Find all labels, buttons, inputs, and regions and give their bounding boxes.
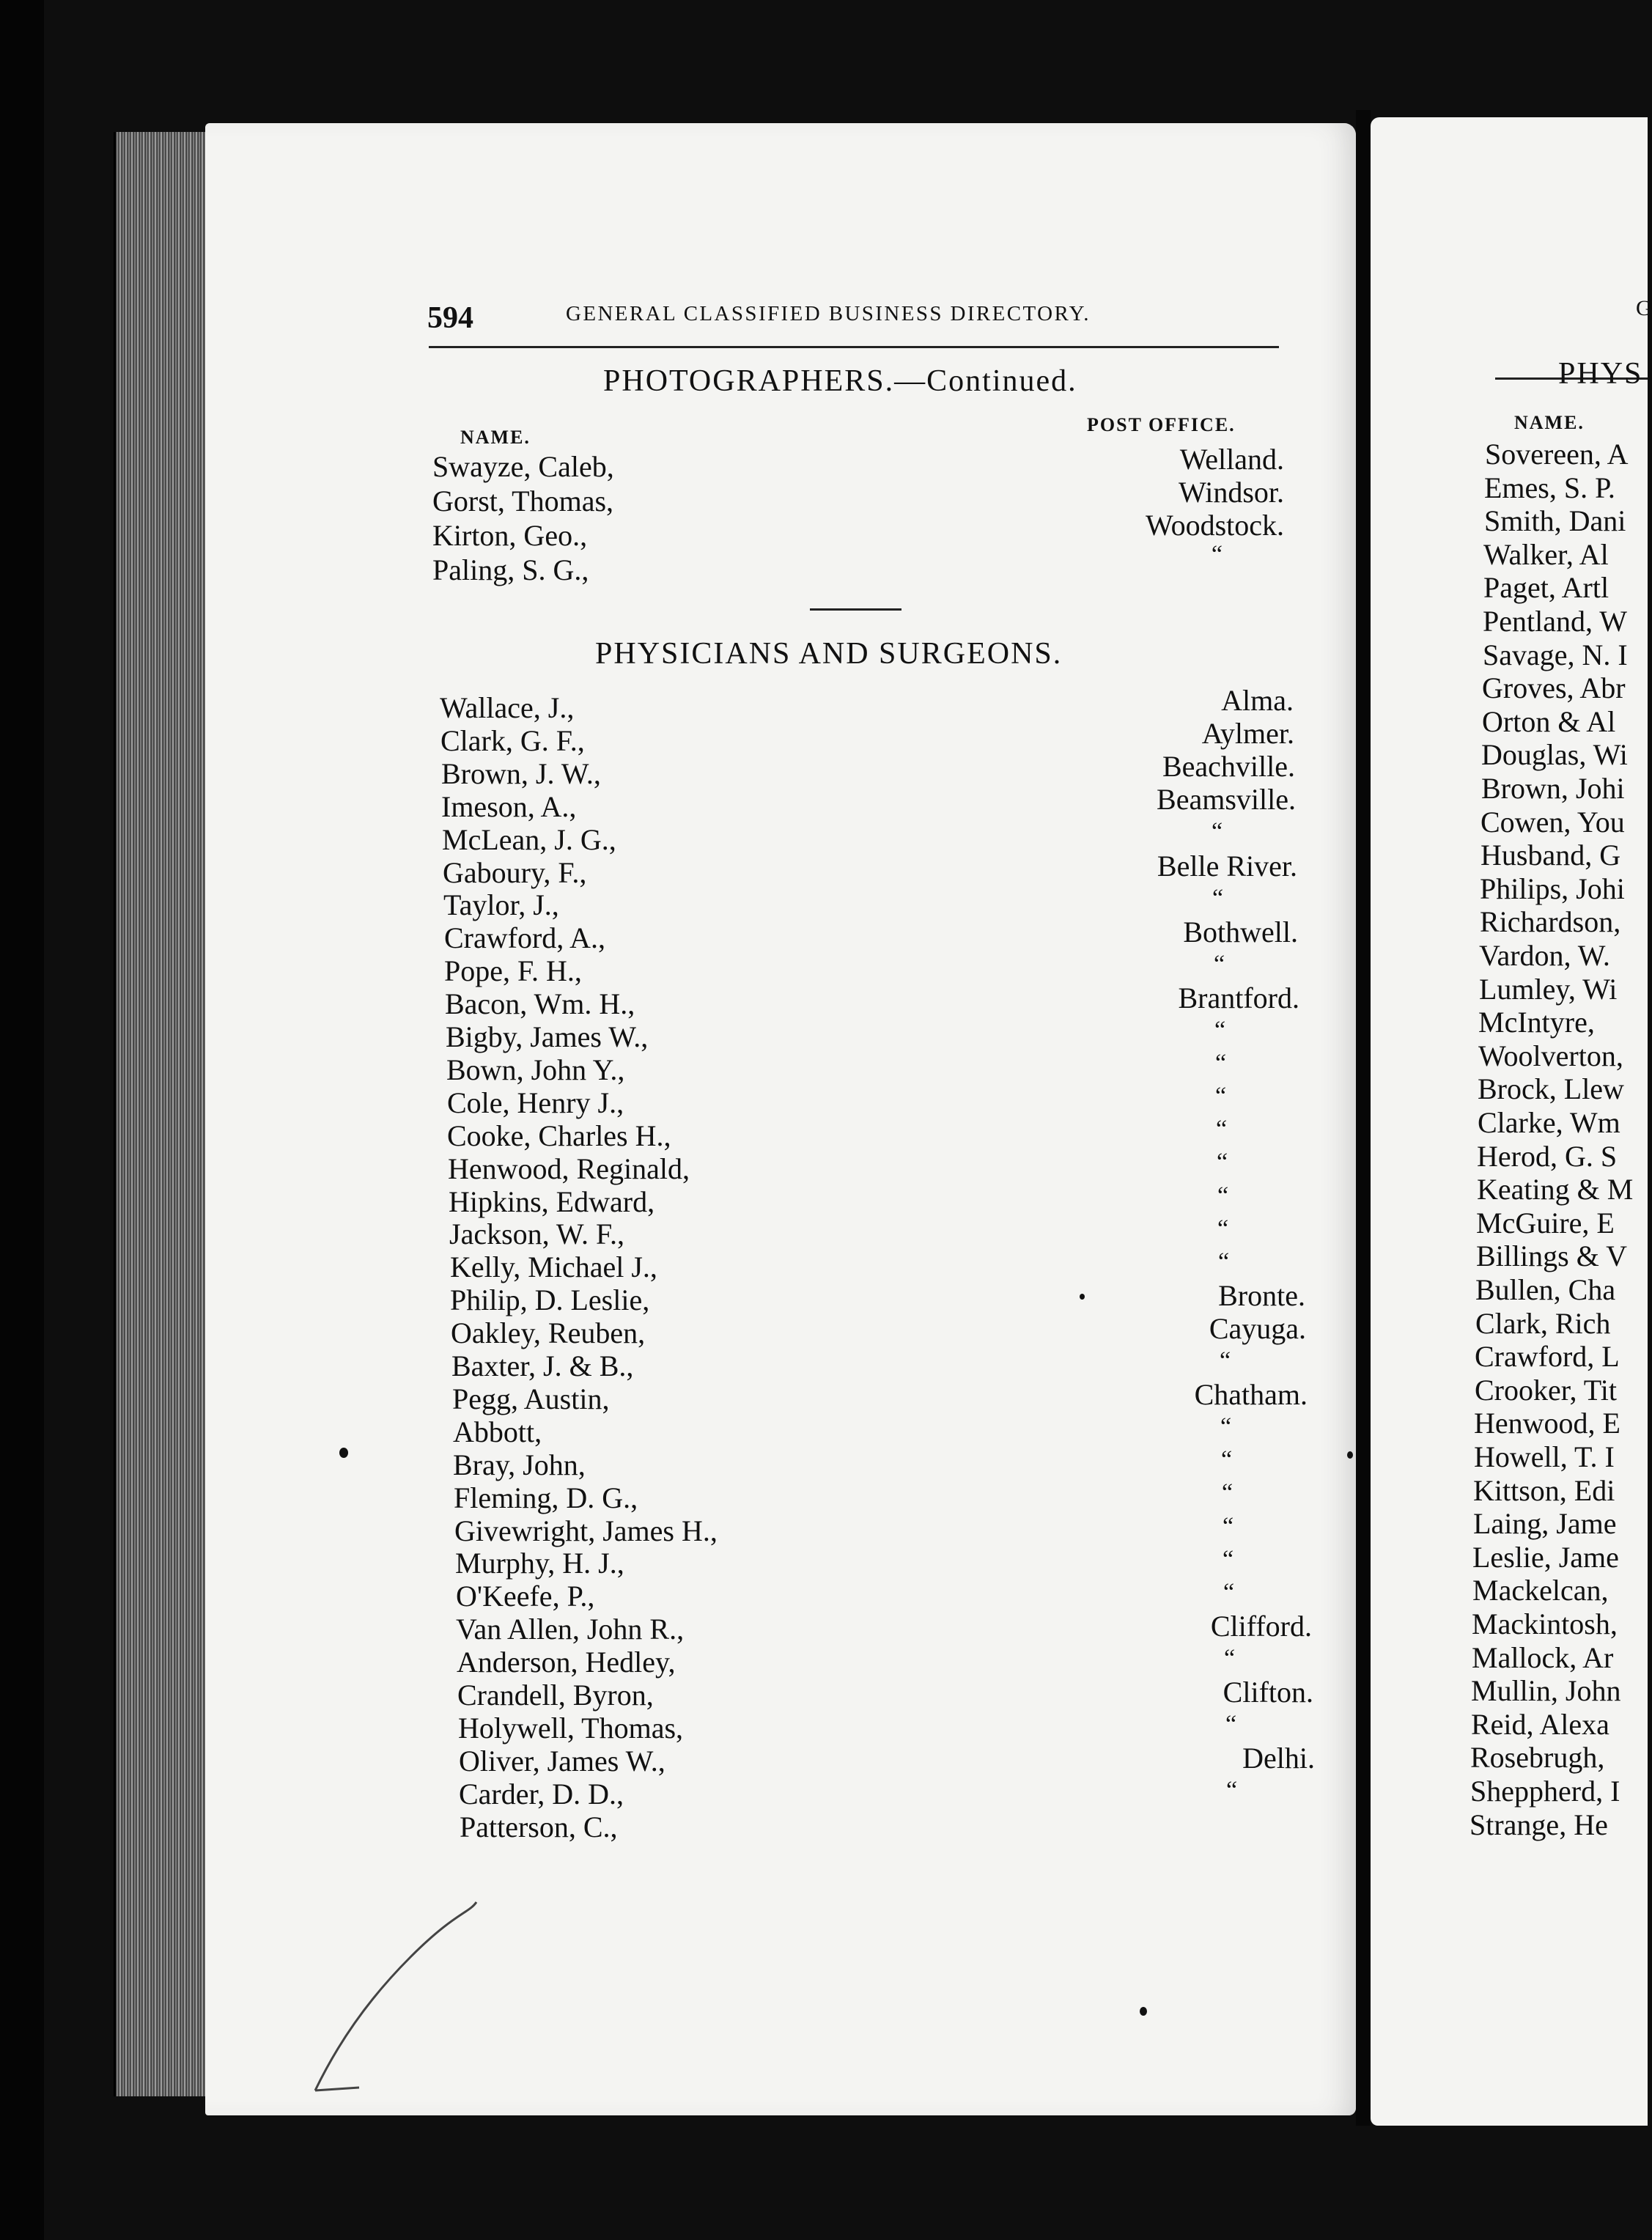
ink-speck bbox=[1080, 1294, 1085, 1300]
physician-name: Philip, D. Leslie, bbox=[450, 1283, 650, 1316]
physician-name: Oliver, James W., bbox=[459, 1745, 665, 1777]
right-page-name: Smith, Dani bbox=[1484, 504, 1626, 537]
right-page-name: Sovereen, A bbox=[1485, 438, 1629, 471]
physician-name: Bray, John, bbox=[453, 1448, 586, 1481]
physician-name: Kelly, Michael J., bbox=[450, 1250, 657, 1283]
physician-name: Taylor, J., bbox=[443, 888, 559, 921]
physician-name: Bigby, James W., bbox=[446, 1020, 649, 1053]
physician-name: Pope, F. H., bbox=[444, 954, 582, 987]
right-column-label-name: NAME. bbox=[1514, 412, 1585, 433]
right-page-name: Strange, He bbox=[1470, 1808, 1608, 1841]
physician-post-office: Delhi. bbox=[1242, 1742, 1315, 1775]
photographer-name: Gorst, Thomas, bbox=[432, 485, 614, 517]
ditto-mark: “ bbox=[1223, 1546, 1234, 1573]
right-page-name: Laing, Jame bbox=[1473, 1507, 1617, 1540]
page-number: 594 bbox=[427, 301, 473, 335]
physician-name: Pegg, Austin, bbox=[452, 1382, 610, 1415]
physician-name: McLean, J. G., bbox=[442, 823, 616, 856]
ditto-mark: “ bbox=[1217, 1149, 1228, 1176]
ditto-mark: “ bbox=[1214, 1017, 1226, 1044]
physician-name: Crawford, A., bbox=[444, 921, 605, 954]
right-section-title-fragment: PHYS bbox=[1558, 357, 1643, 391]
header-rule bbox=[429, 346, 1279, 348]
right-page-name: Husband, G bbox=[1480, 839, 1621, 872]
physician-name: Oakley, Reuben, bbox=[451, 1316, 646, 1349]
physician-post-office: Belle River. bbox=[1157, 850, 1297, 883]
right-page-name: Rosebrugh, bbox=[1470, 1741, 1605, 1774]
pencil-stroke bbox=[308, 1898, 498, 2111]
right-page-name: Reid, Alexa bbox=[1471, 1708, 1609, 1741]
physician-name: Imeson, A., bbox=[441, 790, 577, 823]
ink-speck bbox=[1347, 1451, 1353, 1459]
right-page-name: Howell, T. I bbox=[1474, 1440, 1615, 1473]
physician-name: Patterson, C., bbox=[460, 1810, 618, 1843]
ditto-mark: “ bbox=[1220, 1347, 1231, 1374]
photographer-name: Swayze, Caleb, bbox=[432, 450, 614, 483]
ditto-mark: “ bbox=[1216, 1116, 1228, 1143]
right-running-title-fragment: G bbox=[1636, 296, 1652, 320]
physician-post-office: Chatham. bbox=[1194, 1378, 1308, 1411]
right-page-name: Bullen, Cha bbox=[1475, 1273, 1616, 1306]
ditto-mark: “ bbox=[1214, 951, 1225, 978]
right-page-name: Crooker, Tit bbox=[1475, 1374, 1618, 1407]
physician-name: Crandell, Byron, bbox=[457, 1679, 654, 1712]
physician-name: Anderson, Hedley, bbox=[457, 1646, 676, 1679]
physician-post-office: Bothwell. bbox=[1183, 915, 1298, 948]
right-page-name: Brock, Llew bbox=[1478, 1072, 1624, 1105]
column-label-post-office: POST OFFICE. bbox=[1087, 414, 1236, 435]
ditto-mark: “ bbox=[1217, 1215, 1229, 1242]
physician-post-office: Clifton. bbox=[1223, 1676, 1313, 1709]
right-page-name: Emes, S. P. bbox=[1484, 471, 1615, 504]
right-page-name: Billings & V bbox=[1476, 1239, 1627, 1272]
right-page-name: Savage, N. I bbox=[1483, 638, 1628, 671]
physician-name: Fleming, D. G., bbox=[454, 1481, 638, 1514]
ditto-mark: “ bbox=[1226, 1777, 1238, 1804]
physician-name: Cole, Henry J., bbox=[447, 1086, 624, 1119]
book-binding bbox=[0, 0, 44, 2240]
book-gutter bbox=[1356, 110, 1371, 2126]
physician-name: Givewright, James H., bbox=[454, 1514, 718, 1547]
physician-name: Hipkins, Edward, bbox=[449, 1185, 655, 1218]
ditto-mark: “ bbox=[1212, 885, 1224, 912]
right-page-name: Clark, Rich bbox=[1475, 1307, 1611, 1340]
right-page-name: Paget, Artl bbox=[1483, 571, 1609, 604]
physician-post-office: Aylmer. bbox=[1201, 717, 1294, 750]
physician-name: Carder, D. D., bbox=[459, 1777, 624, 1810]
right-page-name: Henwood, E bbox=[1474, 1407, 1620, 1440]
right-page-name: Leslie, Jame bbox=[1472, 1541, 1619, 1574]
right-page-name: Walker, Al bbox=[1483, 538, 1609, 571]
right-page-name: Mackelcan, bbox=[1472, 1574, 1609, 1607]
physician-name: Bown, John Y., bbox=[446, 1053, 625, 1086]
section-title-photographers: PHOTOGRAPHERS.—Continued. bbox=[603, 364, 1077, 398]
right-page-name: Cowen, You bbox=[1480, 806, 1625, 839]
right-page-name: McGuire, E bbox=[1476, 1206, 1615, 1239]
physician-post-office: Beachville. bbox=[1162, 750, 1295, 783]
photographer-name: Kirton, Geo., bbox=[432, 519, 588, 552]
ink-speck bbox=[339, 1448, 348, 1458]
ditto-mark: “ bbox=[1225, 1711, 1237, 1738]
ditto-mark: “ bbox=[1221, 1446, 1233, 1473]
ditto-mark: “ bbox=[1218, 1248, 1230, 1275]
right-page-name: Herod, G. S bbox=[1477, 1140, 1618, 1173]
right-page-name: Philips, Johi bbox=[1480, 872, 1625, 905]
right-page-name: Kittson, Edi bbox=[1473, 1474, 1615, 1507]
physician-name: Van Allen, John R., bbox=[456, 1613, 685, 1646]
section-divider bbox=[810, 608, 901, 611]
photographer-post-office: Welland. bbox=[1179, 443, 1284, 476]
right-page-name: Woolverton, bbox=[1478, 1039, 1623, 1072]
photographer-post-office: Windsor. bbox=[1179, 476, 1284, 509]
ditto-mark: “ bbox=[1223, 1579, 1235, 1606]
ditto-mark: “ bbox=[1223, 1513, 1234, 1540]
physician-name: Holywell, Thomas, bbox=[458, 1712, 684, 1745]
photographer-post-office: Woodstock. bbox=[1146, 509, 1284, 542]
physician-name: Abbott, bbox=[453, 1415, 542, 1448]
right-page-name: Mullin, John bbox=[1471, 1674, 1621, 1707]
right-page-name: Crawford, L bbox=[1475, 1340, 1620, 1373]
physician-name: Wallace, J., bbox=[440, 691, 575, 724]
physician-name: Brown, J. W., bbox=[441, 757, 601, 790]
physician-post-office: Alma. bbox=[1221, 684, 1294, 717]
right-page-name: Douglas, Wi bbox=[1481, 738, 1628, 771]
ink-speck bbox=[1140, 2007, 1147, 2016]
physician-name: O'Keefe, P., bbox=[456, 1580, 595, 1613]
ditto-mark: “ bbox=[1220, 1413, 1232, 1440]
physician-name: Baxter, J. & B., bbox=[451, 1349, 634, 1382]
physician-post-office: Beamsville. bbox=[1157, 783, 1296, 816]
ditto-mark: “ bbox=[1212, 818, 1223, 845]
physician-post-office: Brantford. bbox=[1178, 981, 1299, 1014]
ditto-mark: “ bbox=[1222, 1479, 1234, 1506]
right-page-name: Lumley, Wi bbox=[1479, 973, 1618, 1006]
physician-post-office: Bronte. bbox=[1218, 1279, 1305, 1312]
ditto-mark: “ bbox=[1215, 1050, 1227, 1077]
physician-post-office: Cayuga. bbox=[1209, 1312, 1306, 1345]
ditto-mark: “ bbox=[1217, 1182, 1229, 1209]
right-page-name: McIntyre, bbox=[1478, 1006, 1595, 1039]
right-page-name: Keating & M bbox=[1477, 1173, 1634, 1206]
right-page-name: Mallock, Ar bbox=[1472, 1641, 1614, 1674]
physician-name: Jackson, W. F., bbox=[449, 1217, 625, 1250]
physician-name: Henwood, Reginald, bbox=[448, 1152, 690, 1185]
page-edges bbox=[114, 132, 218, 2096]
physician-name: Bacon, Wm. H., bbox=[445, 987, 635, 1020]
photographer-post-office: “ bbox=[1211, 541, 1223, 568]
physician-name: Clark, G. F., bbox=[440, 724, 585, 757]
right-page-name: Orton & Al bbox=[1482, 705, 1616, 738]
right-page-name: Vardon, W. bbox=[1479, 939, 1610, 972]
physician-name: Murphy, H. J., bbox=[455, 1547, 624, 1580]
right-page-name: Groves, Abr bbox=[1482, 671, 1626, 704]
physician-name: Cooke, Charles H., bbox=[447, 1119, 671, 1152]
section-title-physicians: PHYSICIANS AND SURGEONS. bbox=[595, 637, 1063, 671]
right-page-name: Mackintosh, bbox=[1472, 1607, 1618, 1640]
right-page-name: Sheppherd, I bbox=[1470, 1775, 1620, 1808]
ditto-mark: “ bbox=[1224, 1645, 1236, 1672]
right-page-name: Brown, Johi bbox=[1481, 772, 1625, 805]
physician-name: Gaboury, F., bbox=[443, 856, 587, 889]
right-page-name: Pentland, W bbox=[1483, 605, 1628, 638]
physician-post-office: Clifford. bbox=[1210, 1610, 1312, 1643]
column-label-name: NAME. bbox=[460, 427, 531, 448]
ditto-mark: “ bbox=[1215, 1083, 1227, 1110]
photographer-name: Paling, S. G., bbox=[432, 553, 589, 586]
right-page-name: Richardson, bbox=[1480, 905, 1621, 938]
right-page-name: Clarke, Wm bbox=[1478, 1106, 1620, 1139]
running-title: GENERAL CLASSIFIED BUSINESS DIRECTORY. bbox=[566, 302, 1091, 325]
